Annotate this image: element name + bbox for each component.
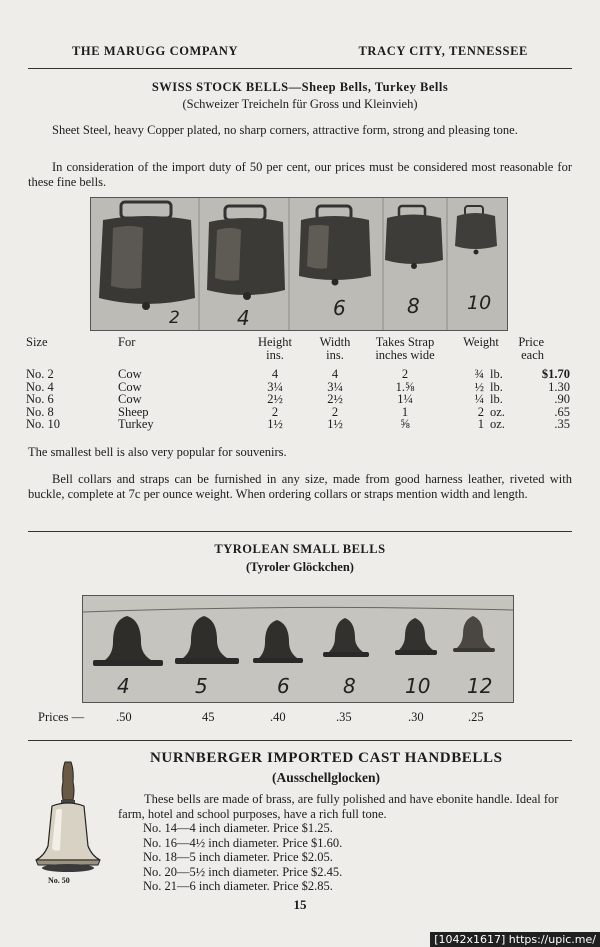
- col-weight: Weight: [463, 335, 499, 349]
- handbells-subtitle: (Ausschellglocken): [272, 770, 380, 785]
- cell-width: 2½: [327, 392, 343, 406]
- list-item: No. 16—4½ inch diameter. Price $1.60.: [143, 835, 343, 850]
- list-item: No. 21—6 inch diameter. Price $2.85.: [143, 879, 333, 893]
- cell-weight: 1 oz.: [477, 417, 505, 431]
- swiss-bells-illustration: [91, 198, 507, 330]
- cell-width: 2: [331, 404, 339, 419]
- table-header-row: [26, 336, 574, 361]
- company-city: TRACY CITY, TENNESSEE: [358, 44, 528, 58]
- tyrolean-label-8: 8: [343, 674, 356, 698]
- tyrolean-label-5: 5: [195, 674, 208, 698]
- cell-for: Sheep: [118, 404, 149, 419]
- page-header: [72, 44, 528, 59]
- cell-strap: 2: [401, 367, 409, 381]
- handbell-illustration: [32, 760, 104, 878]
- cell-for: Cow: [118, 367, 142, 381]
- cell-width: 4: [331, 367, 339, 381]
- header-rule: [28, 68, 572, 69]
- price-10: .30: [408, 710, 424, 724]
- cell-height: 3¼: [267, 379, 283, 394]
- cell-price: 1.30: [548, 379, 570, 394]
- handbell-caption: No. 50: [48, 876, 70, 885]
- cell-height: 1½: [267, 417, 283, 431]
- photo-label-10: 10: [467, 292, 492, 314]
- handbells-title: NURNBERGER IMPORTED CAST HANDBELLS: [150, 750, 503, 766]
- tyrolean-subtitle: (Tyroler Glöckchen): [246, 560, 354, 574]
- tyrolean-title: TYROLEAN SMALL BELLS: [214, 542, 386, 556]
- cell-price: .35: [554, 417, 570, 431]
- cell-height: 4: [271, 367, 279, 381]
- cell-size: No. 8: [26, 404, 54, 419]
- company-name: THE MARUGG COMPANY: [72, 44, 239, 58]
- col-height: Height ins.: [257, 335, 293, 362]
- cell-height: 2½: [267, 392, 283, 406]
- table-row: [26, 418, 574, 431]
- photo-label-8: 8: [407, 294, 420, 318]
- price-8: .35: [336, 710, 352, 724]
- photo-label-4: 4: [237, 306, 250, 330]
- col-price: Price each: [518, 335, 544, 362]
- cell-size: No. 6: [26, 392, 54, 406]
- price-4: .50: [116, 710, 132, 724]
- handbells-description: These bells are made of brass, are fully polished and have ebonite handle. Ideal for farm, hotel and school purposes, have a rich full tone.: [118, 792, 559, 821]
- swiss-bells-photo: [90, 197, 508, 331]
- handbells-list: [143, 821, 342, 894]
- photo-label-2: 2: [169, 308, 180, 328]
- swiss-description: Sheet Steel, heavy Copper plated, no sharp corners, attractive form, strong and pleasing tone.: [52, 123, 518, 137]
- col-size: Size: [26, 335, 48, 349]
- price-5: 45: [202, 710, 215, 724]
- section-rule-2: [28, 740, 572, 741]
- cell-price: .90: [554, 392, 570, 406]
- cell-weight: 2 oz.: [477, 404, 505, 419]
- cell-strap: 1: [401, 404, 409, 419]
- prices-label: Prices —: [38, 710, 85, 724]
- watermark-bar: [1042x1617] https://upic.me/: [430, 932, 600, 947]
- section-rule-1: [28, 531, 572, 532]
- cell-price: .65: [554, 404, 570, 419]
- cell-size: No. 4: [26, 379, 54, 394]
- cell-strap: 1.⅝: [395, 379, 415, 394]
- col-strap: Takes Strap inches wide: [375, 335, 435, 362]
- cell-for: Turkey: [118, 417, 154, 431]
- cell-weight: ¼ lb.: [474, 392, 503, 406]
- tyrolean-label-4: 4: [117, 674, 130, 698]
- tyrolean-label-6: 6: [277, 674, 290, 698]
- souvenir-note: The smallest bell is also very popular for souvenirs.: [28, 445, 287, 459]
- swiss-bells-table: [26, 336, 574, 431]
- swiss-bells-title: SWISS STOCK BELLS—Sheep Bells, Turkey Bells: [151, 80, 449, 94]
- page-number: 15: [293, 897, 307, 912]
- cell-price: $1.70: [541, 367, 570, 381]
- tyrolean-bells-photo: [82, 595, 514, 703]
- col-width: Width ins.: [319, 335, 351, 362]
- photo-label-6: 6: [333, 296, 346, 320]
- cell-strap: 1¼: [397, 392, 413, 406]
- cell-weight: ¾ lb.: [474, 367, 503, 381]
- tyrolean-label-12: 12: [467, 674, 493, 698]
- cell-for: Cow: [118, 379, 142, 394]
- cell-size: No. 10: [26, 417, 61, 431]
- cell-size: No. 2: [26, 367, 54, 381]
- collar-note: Bell collars and straps can be furnished in any size, made from good harness leather, riveted with buckle, complete at 7c per ounce weight. When ordering collars or straps mention width and length.: [28, 472, 572, 501]
- price-12: .25: [468, 710, 484, 724]
- swiss-bells-subtitle: (Schweizer Treicheln für Gross und Kleinvieh): [182, 97, 418, 111]
- cell-width: 3¼: [327, 379, 343, 394]
- cell-for: Cow: [118, 392, 142, 406]
- cell-weight: ½ lb.: [474, 379, 503, 394]
- col-for: For: [118, 335, 136, 349]
- swiss-import-note: In consideration of the import duty of 50 per cent, our prices must be considered most reasonable for these fine bells.: [28, 160, 572, 189]
- list-item: No. 14—4 inch diameter. Price $1.25.: [143, 821, 333, 835]
- cell-width: 1½: [327, 417, 343, 431]
- cell-strap: ⅝: [400, 417, 410, 431]
- tyrolean-bells-illustration: [83, 596, 513, 702]
- list-item: No. 18—5 inch diameter. Price $2.05.: [143, 850, 333, 864]
- cell-height: 2: [271, 404, 279, 419]
- price-6: .40: [270, 710, 286, 724]
- tyrolean-label-10: 10: [405, 674, 431, 698]
- list-item: No. 20—5½ inch diameter. Price $2.45.: [143, 864, 343, 879]
